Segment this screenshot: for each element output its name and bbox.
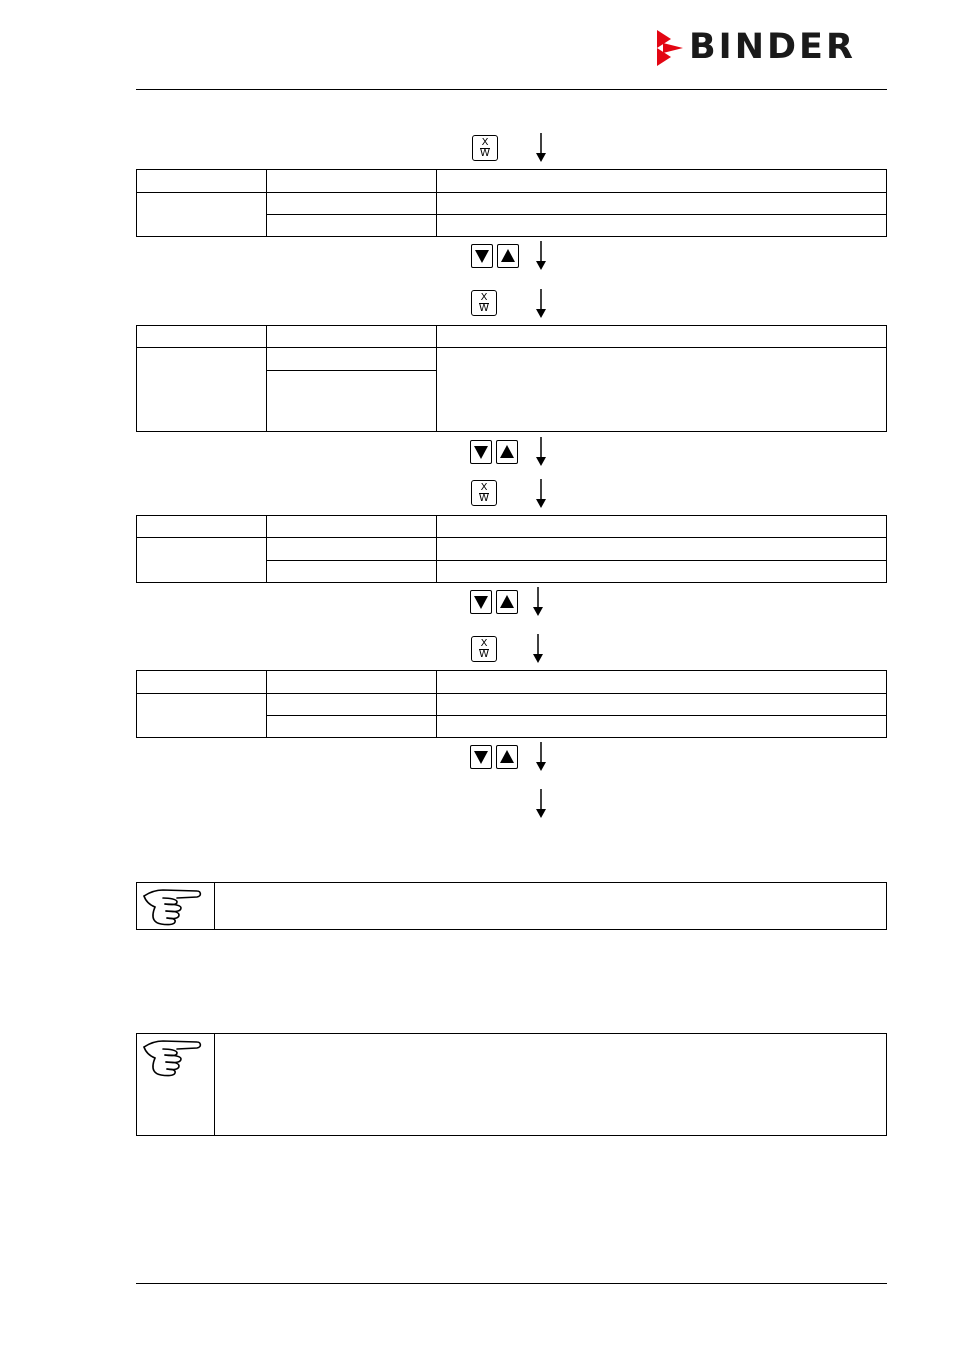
table-cell: [437, 193, 887, 215]
table-cell: [267, 694, 437, 716]
flow-down-arrow-icon: [535, 133, 547, 163]
table-cell: [137, 193, 267, 237]
note-box: [136, 882, 887, 930]
table-cell: [267, 561, 437, 583]
settings-table-3: [136, 515, 887, 583]
table-cell: [137, 326, 267, 348]
settings-table-2: [136, 325, 887, 432]
table-cell: [437, 538, 887, 561]
x-w-key-icon: X W: [471, 290, 497, 316]
brand-name: BINDER: [689, 27, 856, 67]
table-cell: [267, 538, 437, 561]
up-arrow-key-icon: [496, 745, 518, 769]
x-w-key-icon: X W: [471, 636, 497, 662]
logo-mark-icon: [657, 30, 683, 66]
flow-down-arrow-icon: [535, 289, 547, 319]
brand-logo: [657, 27, 889, 67]
settings-table-4: [136, 670, 887, 738]
table-cell: [267, 326, 437, 348]
flow-down-arrow-icon: [535, 789, 547, 819]
table-cell: [137, 348, 267, 432]
table-cell: [267, 215, 437, 237]
down-arrow-key-icon: [470, 590, 492, 614]
table-cell: [267, 671, 437, 694]
down-arrow-key-icon: [471, 244, 493, 268]
table-cell: [437, 561, 887, 583]
pointing-hand-icon: [141, 1037, 203, 1079]
table-cell: [437, 348, 887, 432]
header-rule: [136, 89, 887, 90]
settings-table-1: [136, 169, 887, 237]
down-arrow-key-icon: [470, 440, 492, 464]
table-cell: [137, 170, 267, 193]
note-box: [136, 1033, 887, 1136]
table-cell: [137, 671, 267, 694]
table-cell: [437, 516, 887, 538]
table-cell: [437, 671, 887, 694]
up-arrow-key-icon: [496, 590, 518, 614]
note-icon-cell: [137, 1034, 215, 1135]
flow-down-arrow-icon: [535, 437, 547, 467]
note-icon-cell: [137, 883, 215, 929]
table-cell: [267, 516, 437, 538]
table-cell: [267, 371, 437, 432]
flow-down-arrow-icon: [532, 587, 544, 617]
flow-down-arrow-icon: [535, 241, 547, 271]
table-cell: [267, 193, 437, 215]
table-cell: [437, 170, 887, 193]
table-cell: [137, 694, 267, 738]
flow-down-arrow-icon: [535, 479, 547, 509]
table-cell: [267, 348, 437, 371]
up-arrow-key-icon: [496, 440, 518, 464]
x-w-key-icon: X W: [472, 135, 498, 161]
table-cell: [267, 716, 437, 738]
x-w-key-icon: X W: [471, 480, 497, 506]
table-cell: [267, 170, 437, 193]
table-cell: [437, 215, 887, 237]
table-cell: [137, 516, 267, 538]
up-arrow-key-icon: [497, 244, 519, 268]
pointing-hand-icon: [141, 886, 203, 928]
table-cell: [137, 538, 267, 583]
flow-down-arrow-icon: [535, 742, 547, 772]
down-arrow-key-icon: [470, 745, 492, 769]
flow-down-arrow-icon: [532, 634, 544, 664]
table-cell: [437, 694, 887, 716]
table-cell: [437, 326, 887, 348]
footer-rule: [136, 1283, 887, 1284]
table-cell: [437, 716, 887, 738]
